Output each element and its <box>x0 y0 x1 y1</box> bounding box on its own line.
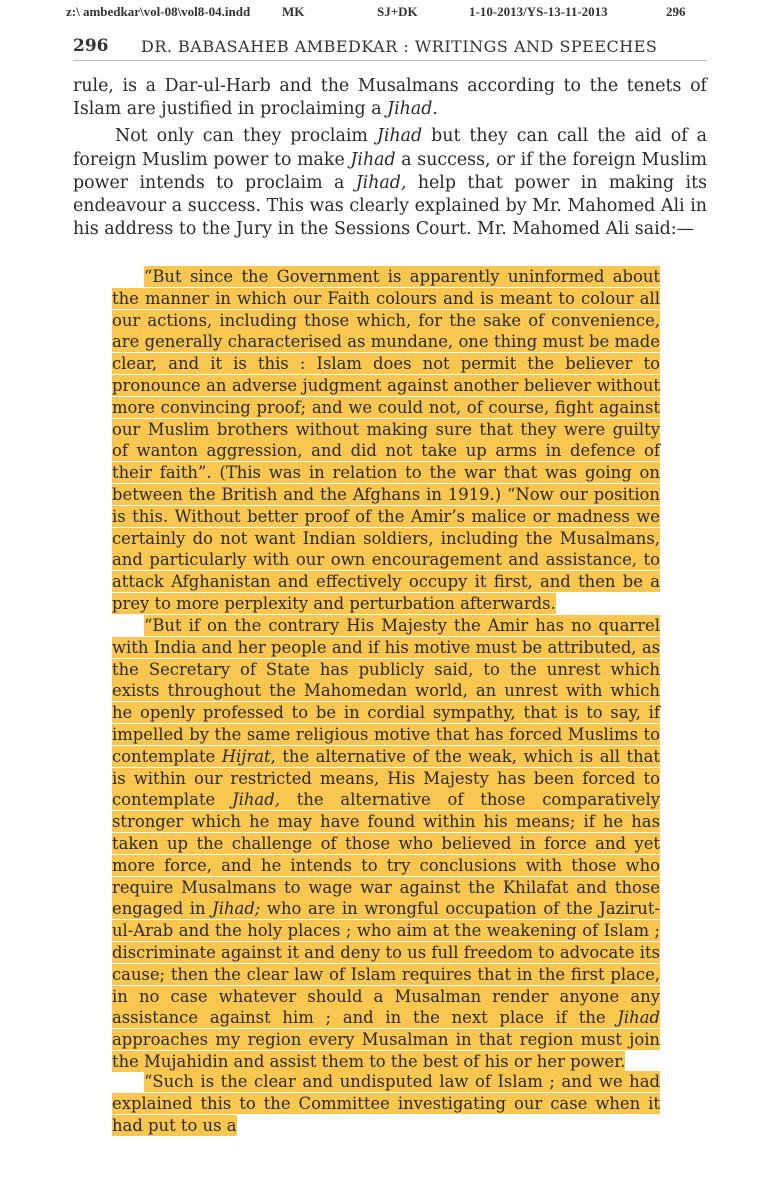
quote-paragraph-2 <box>112 615 660 1073</box>
running-head <box>73 36 707 61</box>
paragraph-continuation <box>73 75 707 121</box>
text-run: “But if on the contrary His Majesty the Amir has no quarrel with India and her people and if his motive must be attributed, as the Secretary of State has publicly said, to the unrest which exists throughout the Mahomedan world, an unrest with which he openly professed to be in cordial sympathy, that is to say, if impelled by the same religious motive that has forced Muslims to contemplate <box>112 616 660 766</box>
text-run-italic: Jihad <box>387 99 433 120</box>
text-run: approaches my region every Musalman in that region must join the Mujahidin and assist them to the best of his or her power. <box>112 1030 660 1071</box>
text-run-italic: Jihad <box>350 149 396 170</box>
text-run-italic: Jihad, <box>232 790 280 810</box>
text-run-italic: Jihad; <box>212 899 261 919</box>
text-run-italic: Hijrat <box>221 746 271 766</box>
paragraph-intro <box>73 125 707 241</box>
text-run: a success, or if the foreign Muslim power intends to proclaim a <box>73 149 707 193</box>
text-run: , the alternative of the weak, which is all that is within our restricted means, His Majesty has been forced to contemplate <box>112 746 661 810</box>
page-number: 296 <box>73 36 109 56</box>
text-run: . <box>432 99 438 120</box>
quote-paragraph-1 <box>112 266 660 615</box>
slug-initials: MK <box>282 4 305 19</box>
slug-editors: SJ+DK <box>377 4 418 19</box>
text-run: but they can call the aid of a foreign Muslim power to make <box>73 126 707 170</box>
text-run-italic: Jihad, <box>355 172 407 193</box>
body-paragraphs <box>73 75 707 241</box>
highlighted-text <box>112 615 660 1072</box>
text-run: rule, is a Dar-ul-Harb and the Musalmans according to the tenets of Islam are justified in proclaiming a <box>73 76 707 120</box>
slug-line <box>0 0 764 22</box>
slug-dates: 1-10-2013/YS-13-11-2013 <box>469 4 608 19</box>
highlighted-text: “Such is the clear and undisputed law of Islam ; and we had explained this to the Committee investigating our case when it had put to us a <box>112 1072 660 1135</box>
text-run: the alternative of those comparatively stronger which he may have found within his means; if he has taken up the challenge of those who believed in force and yet more force, and he intends to try conclusions with those who require Musalmans to wage war against the Khilafat and those engaged in <box>112 790 660 919</box>
running-head-title: DR. BABASAHEB AMBEDKAR : WRITINGS AND SPEECHES <box>141 37 658 56</box>
text-run-italic: Jihad <box>617 1008 660 1028</box>
text-run: help that power in making its endeavour a success. This was clearly explained by Mr. Mahomed Ali in his address to the Jury in the Sessions Court. Mr. Mahomed Ali said:— <box>73 172 707 240</box>
quote-paragraph-3 <box>112 1071 660 1136</box>
text-run-italic: Jihad <box>376 126 423 147</box>
slug-file-path: z:\ ambedkar\vol-08\vol8-04.indd <box>66 4 251 19</box>
slug-page: 296 <box>666 4 686 19</box>
highlighted-text: “But since the Government is apparently uninformed about the manner in which our Faith colours and is meant to colour all our actions, including those which, for the sake of convenience, are generally characterised as mundane, one thing must be made clear, and it is this : Islam does not permit the believer to pronounce an adverse judgment against another believer without more convincing proof; and we could not, of course, fight against our Muslim brothers without making sure that they were guilty of wanton aggression, and did not take up arms in defence of their faith”. (This was in relation to the war that was going on between the British and the Afghans in 1919.) “Now our position is this. Without better proof of the Amir’s malice or madness we certainly do not want Indian soldiers, including the Musalmans, and particularly with our own encouragement and assistance, to attack Afghanistan and effectively occupy it first, and then be a prey to more perplexity and perturbation afterwards. <box>112 267 660 613</box>
text-run: who are in wrongful occupation of the Jazirut-ul-Arab and the holy places ; who aim at the weakening of Islam ; discriminate against it and deny to us full freedom to advocate its cause; then the clear law of Islam requires that in the first place, in no case whatever should a Musalman render anyone any assistance against him ; and in the next place if the <box>112 899 660 1028</box>
text-run: Not only can they proclaim <box>115 126 377 147</box>
